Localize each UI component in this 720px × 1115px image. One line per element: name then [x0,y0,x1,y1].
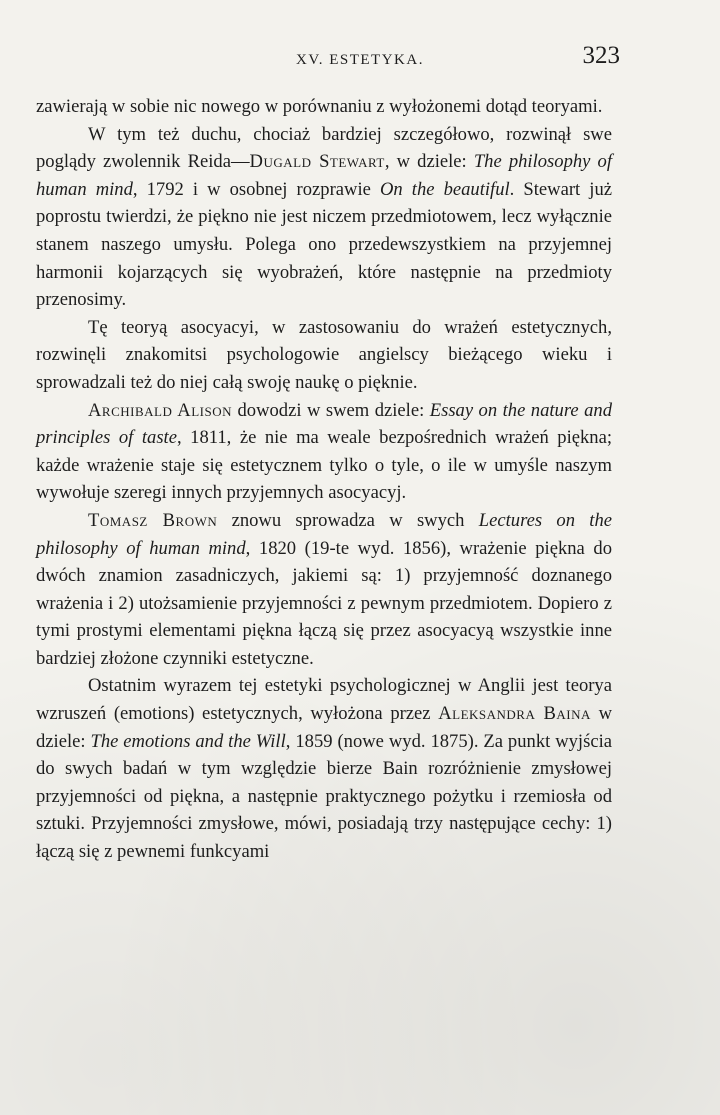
author-name: Tomasz Brown [88,509,218,531]
work-title: Lectures on the philosophy of human mind [36,509,613,559]
paragraph [36,314,612,397]
work-title: On the beautiful [379,178,510,200]
paragraph [36,672,612,865]
work-title: The emotions and the Will [90,730,286,752]
body-text [36,93,612,866]
text-run: W tym też duchu, chociaż bardziej szczegółowo, rozwinął swe poglądy zwolennik Reida— [36,123,612,173]
author-name: Archibald Alison [88,399,233,421]
paragraph [36,121,612,314]
paragraph [36,93,612,121]
text-run: . Stewart już poprostu twierdzi, że piękno nie jest niczem przedmiotowem, lecz wyłącznie stanem naszego umysłu. Polega ono przedewszystkiem na przyjemnej harmonii kojarzących się wyobrażeń, które następnie na przedmioty przenosimy. [36,178,612,311]
text-run: , 1820 (19-te wyd. 1856), wrażenie piękna do dwóch znamion zasadniczych, jakiemi są: 1) przyjemność doznanego wrażenia i 2) utożsamienie przyjemności z pewnym przedmiotem. Dopiero z tymi prostymi elementami piękna łączą się przez asocyacyą wszystkie inne bardziej złożone czynniki estetyczne. [36,537,612,669]
text-run: , w dziele: [384,151,474,173]
running-title: XV. ESTETYKA. [296,52,424,68]
text-run: , 1859 (nowe wyd. 1875). Za punkt wyjścia do swych badań w tym względzie bierze Bain rozróżnienie zmysłowej przyjemności od piękna, a następnie praktycznego pożytku i rzemiosła od sztuki. Przyjemności zmysłowe, mówi, posiadają trzy następujące cechy: 1) łączą się z pewnemi funkcyami [36,730,612,863]
text-run: w dziele: [36,703,612,752]
text-run: Ostatnim wyrazem tej estetyki psychologicznej w Anglii jest teorya wzruszeń (emotions) estetycznych, wyłożona przez [36,675,612,725]
text-run: , 1811, że nie ma weale bezpośrednich wrażeń piękna; każde wrażenie staje się estetycznem tylko o tyle, o ile w umyśle naszym wywołuje szeregi innych przyjemnych asocyacyj. [36,427,612,504]
page-header [0,42,720,82]
author-name: Aleksandra Baina [438,703,591,725]
text-run: Tę teoryą asocyacyi, w zastosowaniu do wrażeń estetycznych, rozwinęli znakomitsi psychologowie angielscy bieżącego wieku i sprowadzali też do niej całą swoję naukę o pięknie. [36,316,612,393]
paragraph [36,397,612,507]
work-title: Essay on the nature and principles of taste [36,399,612,449]
text-run: zawierają w sobie nic nowego w porównaniu z wyłożonemi dotąd teoryami. [36,96,603,117]
text-run: znowu sprowadza w swych [217,509,479,531]
page-number: 323 [582,42,620,69]
work-title: The philosophy of human mind [36,151,613,200]
text-run: , 1792 i w osobnej rozprawie [132,178,380,200]
text-run: dowodzi w swem dziele: [232,399,430,421]
paragraph [36,507,612,673]
author-name: Dugald Stewart [249,151,385,173]
